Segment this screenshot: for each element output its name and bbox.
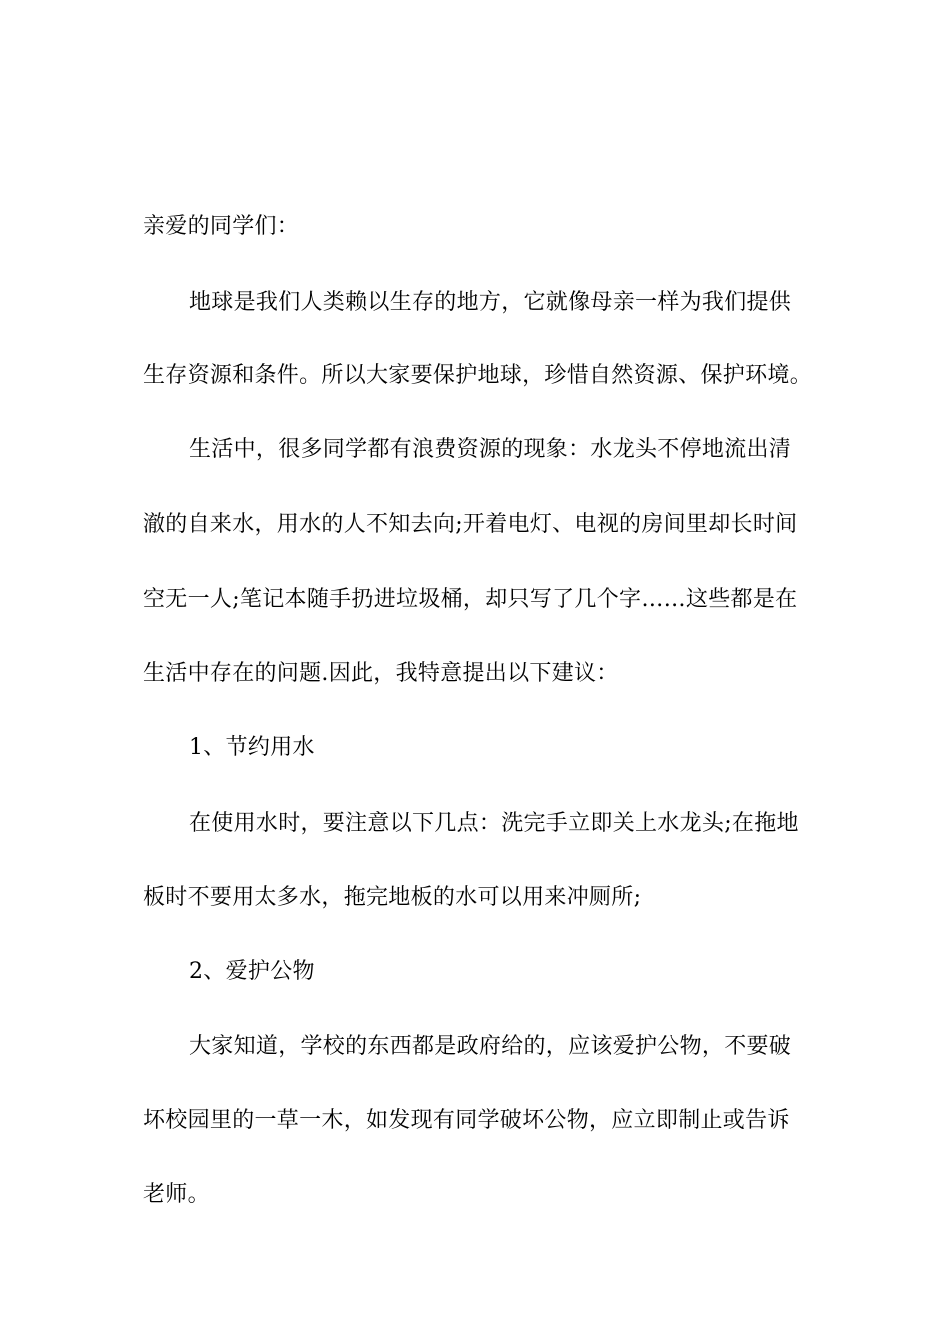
paragraph-line: 大家知道，学校的东西都是政府给的，应该爱护公物，不要破 (189, 1034, 792, 1059)
paragraph-line: 老师。 (143, 1182, 210, 1207)
paragraph-line: 生活中存在的问题.因此，我特意提出以下建议： (143, 661, 619, 686)
section-heading: 1、节约用水 (189, 735, 315, 760)
paragraph-line: 板时不要用太多水，拖完地板的水可以用来冲厕所; (143, 885, 642, 910)
section-heading: 2、爱护公物 (189, 959, 315, 984)
paragraph-line: 生活中，很多同学都有浪费资源的现象：水龙头不停地流出清 (189, 437, 792, 462)
paragraph-line: 地球是我们人类赖以生存的地方，它就像母亲一样为我们提供 (189, 290, 792, 315)
paragraph-line: 空无一人;笔记本随手扔进垃圾桶，却只写了几个字……这些都是在 (143, 587, 798, 612)
paragraph-line: 澈的自来水，用水的人不知去向;开着电灯、电视的房间里却长时间 (143, 512, 798, 537)
salutation: 亲爱的同学们： (143, 214, 300, 239)
paragraph-line: 在使用水时，要注意以下几点：洗完手立即关上水龙头;在拖地 (189, 811, 799, 836)
paragraph-line: 生存资源和条件。所以大家要保护地球，珍惜自然资源、保护环境。 (143, 363, 813, 388)
paragraph-line: 坏校园里的一草一木，如发现有同学破坏公物，应立即制止或告诉 (143, 1108, 790, 1133)
